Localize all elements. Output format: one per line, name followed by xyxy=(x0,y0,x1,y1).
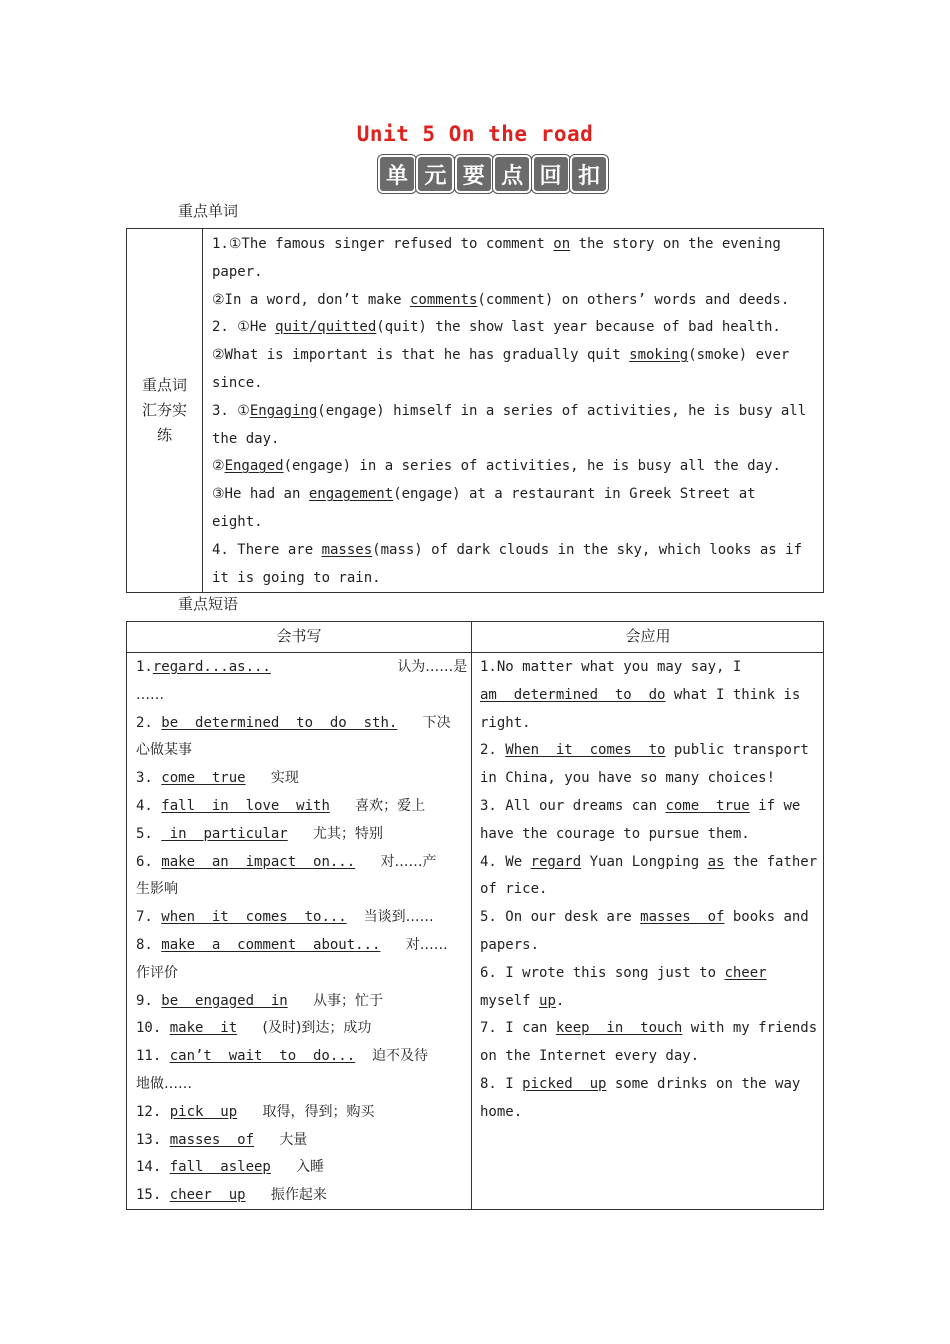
vocab-side-cell xyxy=(127,229,203,592)
vocab-side-line: 重点词 xyxy=(141,376,187,394)
phrase-answer: be determined to do sth. xyxy=(161,714,398,731)
apply-answer: come true xyxy=(665,797,750,814)
apply-line xyxy=(480,682,820,710)
phrases-section-label: 重点短语 xyxy=(178,595,239,613)
phrase-number: 生影响 xyxy=(136,881,178,898)
apply-text: on the Internet every day. xyxy=(480,1048,700,1065)
apply-text: of rice. xyxy=(480,881,548,898)
phrase-meaning: 取得，得到；购买 xyxy=(262,1103,375,1120)
apply-text: right. xyxy=(480,714,531,731)
vocab-line xyxy=(212,370,817,398)
phrase-number: 14. xyxy=(136,1159,170,1176)
phrase-line xyxy=(136,1182,464,1210)
phrase-answer: can’t wait to do... xyxy=(169,1048,356,1065)
vocab-text: it is going to rain. xyxy=(212,569,381,586)
phrase-line xyxy=(136,737,464,765)
phrase-meaning: 迫不及待 xyxy=(372,1048,429,1065)
vocab-answer: masses xyxy=(321,541,373,558)
vocab-table xyxy=(126,228,824,593)
phrase-meaning: (及时)到达；成功 xyxy=(262,1020,372,1037)
phrase-gap xyxy=(237,1104,262,1120)
apply-line xyxy=(480,737,820,765)
phrase-line xyxy=(136,904,464,932)
apply-text: books and xyxy=(724,909,809,926)
apply-text: 1.No matter what you may say, I xyxy=(480,659,742,675)
vocab-text: (mass) of dark clouds in the sky, which looks as if xyxy=(372,541,803,558)
phrase-line xyxy=(136,932,464,960)
phrase-gap xyxy=(246,1187,271,1203)
phrase-meaning: 从事；忙于 xyxy=(313,992,384,1009)
vocab-text: paper. xyxy=(212,263,263,280)
phrase-answer: make a comment about... xyxy=(161,936,381,953)
phrase-line xyxy=(136,1099,464,1127)
apply-line xyxy=(480,932,820,960)
apply-answer: am determined to do xyxy=(480,686,666,703)
apply-line xyxy=(480,821,820,849)
apply-line xyxy=(480,710,820,738)
phrase-gap xyxy=(397,715,422,731)
phrase-number: 10. xyxy=(136,1020,170,1037)
apply-line xyxy=(480,960,820,988)
phrase-gap xyxy=(347,909,364,925)
phrases-header-row xyxy=(127,622,823,653)
phrase-number: 12. xyxy=(136,1103,170,1120)
phrase-answer: pick up xyxy=(169,1103,238,1120)
phrase-number: 15. xyxy=(136,1187,170,1204)
apply-answer: masses of xyxy=(640,909,725,926)
phrase-meaning: 尤其；特别 xyxy=(313,825,384,842)
banner-char: 要 xyxy=(455,155,493,193)
apply-text: 6. I wrote this song just to xyxy=(480,964,725,981)
vocab-text: (engage) in a series of activities, he is busy all the day. xyxy=(283,458,781,475)
phrase-number: 8. xyxy=(136,936,162,953)
phrase-number: …… xyxy=(136,686,164,703)
apply-answer: keep in touch xyxy=(555,1020,683,1037)
phrase-meaning: 对……产 xyxy=(380,853,437,870)
vocab-text: 1.①The famous singer refused to comment xyxy=(212,236,554,252)
header-write: 会书写 xyxy=(276,627,322,645)
vocab-answer: smoking xyxy=(629,347,689,364)
phrase-number: 7. xyxy=(136,909,162,926)
apply-answer: cheer xyxy=(724,964,767,981)
apply-text: myself xyxy=(480,992,540,1009)
phrase-number: 13. xyxy=(136,1131,170,1148)
apply-text: home. xyxy=(480,1103,523,1120)
phrases-apply-column xyxy=(480,654,820,1127)
phrase-answer: when it comes to... xyxy=(161,909,347,926)
apply-text: public transport xyxy=(665,742,809,759)
phrase-line xyxy=(136,821,464,849)
vocab-line xyxy=(212,537,817,565)
phrase-gap xyxy=(355,1048,372,1064)
vocab-answer: on xyxy=(553,236,571,252)
phrase-meaning: 大量 xyxy=(279,1131,308,1148)
phrase-answer: in particular xyxy=(161,825,288,842)
vocab-text: (comment) on others’ words and deeds. xyxy=(477,291,790,308)
vocab-text: the day. xyxy=(212,430,280,447)
apply-text: what I think is xyxy=(665,686,801,703)
vocab-line xyxy=(212,426,817,454)
phrase-gap xyxy=(288,826,313,842)
apply-text: some drinks on the way xyxy=(606,1075,801,1092)
vocab-text: ②What is important is that he has gradually quit xyxy=(212,347,630,364)
phrase-line xyxy=(136,1127,464,1155)
apply-text: if we xyxy=(749,797,801,814)
vocab-line xyxy=(212,509,817,537)
header-apply: 会应用 xyxy=(625,627,671,645)
apply-line xyxy=(480,1071,820,1099)
banner-char: 回 xyxy=(532,155,570,193)
phrase-meaning: 对…… xyxy=(405,936,448,953)
apply-line xyxy=(480,1043,820,1071)
phrases-table xyxy=(126,621,824,1210)
phrase-number: 4. xyxy=(136,797,162,814)
vocab-text: (smoke) ever xyxy=(688,347,790,364)
apply-text: . xyxy=(555,992,565,1009)
unit-title: Unit 5 On the road xyxy=(356,122,594,146)
apply-line xyxy=(480,849,820,877)
phrase-line xyxy=(136,1154,464,1182)
phrase-answer: make it xyxy=(169,1020,238,1037)
vocab-line xyxy=(212,259,817,287)
phrase-gap xyxy=(246,770,271,786)
banner-char: 点 xyxy=(493,155,531,193)
phrase-line xyxy=(136,849,464,877)
vocab-text: eight. xyxy=(212,513,263,530)
vocab-line xyxy=(212,481,817,509)
phrase-line xyxy=(136,654,468,682)
apply-text: with my friends xyxy=(682,1020,818,1037)
vocab-text: ② xyxy=(212,458,225,475)
apply-line xyxy=(480,793,820,821)
vocab-side-label xyxy=(139,373,191,448)
apply-answer: as xyxy=(707,853,725,870)
phrase-line xyxy=(136,793,464,821)
apply-text: 4. We xyxy=(480,853,531,870)
phrase-number: 3. xyxy=(136,770,162,787)
phrase-answer: cheer up xyxy=(169,1187,246,1204)
apply-text: papers. xyxy=(480,936,540,953)
phrase-line xyxy=(136,988,464,1016)
phrase-meaning: 下决 xyxy=(422,714,451,731)
banner-char: 单 xyxy=(378,155,416,193)
vocab-section-label: 重点单词 xyxy=(178,202,239,220)
phrase-meaning: 喜欢；爱上 xyxy=(355,797,426,814)
phrase-number: 11. xyxy=(136,1048,170,1065)
vocab-side-line: 练 xyxy=(156,426,172,444)
phrase-gap xyxy=(355,854,380,870)
phrase-meaning: 当谈到…… xyxy=(363,909,434,926)
apply-line xyxy=(480,904,820,932)
vocab-text: 4. There are xyxy=(212,541,322,558)
vocab-side-line: 汇夯实 xyxy=(141,401,187,419)
apply-line xyxy=(480,1015,820,1043)
phrase-answer: masses of xyxy=(169,1131,255,1148)
apply-line xyxy=(480,1099,820,1127)
phrase-answer: make an impact on... xyxy=(161,853,356,870)
vocab-answer: quit/quitted xyxy=(275,319,377,336)
phrase-number: 5. xyxy=(136,825,162,842)
phrase-number: 地做…… xyxy=(136,1075,192,1092)
apply-line xyxy=(480,654,820,682)
phrase-number: 1. xyxy=(136,659,153,675)
phrase-answer: fall in love with xyxy=(161,797,330,814)
apply-answer: When it comes to xyxy=(505,742,666,759)
phrase-meaning: 认为……是 xyxy=(397,659,468,675)
phrase-answer: fall asleep xyxy=(169,1159,271,1176)
apply-text: 5. On our desk are xyxy=(480,909,641,926)
apply-line xyxy=(480,765,820,793)
phrase-meaning: 入睡 xyxy=(296,1159,325,1176)
vocab-body xyxy=(212,231,817,592)
phrase-gap xyxy=(380,937,405,953)
vocab-text: since. xyxy=(212,374,263,391)
phrase-number: 心做某事 xyxy=(136,742,192,759)
vocab-line xyxy=(212,398,817,426)
phrase-line xyxy=(136,682,464,710)
phrase-gap xyxy=(254,1132,279,1148)
phrase-line xyxy=(136,710,464,738)
phrase-number: 作评价 xyxy=(136,964,178,981)
apply-answer: up xyxy=(539,992,556,1009)
phrase-number: 2. xyxy=(136,714,162,731)
phrase-answer: regard...as... xyxy=(152,659,271,675)
vocab-line xyxy=(212,287,817,315)
vocab-line xyxy=(212,314,817,342)
phrase-gap xyxy=(271,1159,296,1175)
phrases-write-column xyxy=(136,654,468,1210)
apply-text: 2. xyxy=(480,742,506,759)
phrase-line xyxy=(136,876,464,904)
apply-answer: regard xyxy=(530,853,582,870)
phrase-meaning: 振作起来 xyxy=(270,1187,327,1204)
phrase-line xyxy=(136,960,464,988)
vocab-text: 2. ①He xyxy=(212,319,276,336)
phrase-gap xyxy=(237,1020,262,1036)
apply-answer: picked up xyxy=(522,1075,607,1092)
phrase-gap xyxy=(271,659,397,675)
vocab-answer: engagement xyxy=(308,486,394,503)
phrase-meaning: 实现 xyxy=(270,770,299,787)
vocab-text: ③He had an xyxy=(212,486,309,503)
column-divider xyxy=(471,622,472,1209)
apply-text: the father xyxy=(724,853,818,870)
banner-boxes xyxy=(378,155,608,193)
phrase-line xyxy=(136,765,464,793)
phrase-number: 6. xyxy=(136,853,162,870)
apply-text: 7. I can xyxy=(480,1020,556,1037)
vocab-text: (engage) at a restaurant in Greek Street at xyxy=(393,486,756,503)
banner-char: 元 xyxy=(416,155,454,193)
vocab-answer: Engaged xyxy=(224,458,284,475)
vocab-line xyxy=(212,565,817,593)
vocab-text: (engage) himself in a series of activities, he is busy all xyxy=(317,402,807,419)
phrase-line xyxy=(136,1043,464,1071)
phrase-answer: be engaged in xyxy=(161,992,288,1009)
phrase-answer: come true xyxy=(161,770,246,787)
phrase-gap xyxy=(330,798,355,814)
section-banner xyxy=(378,155,608,197)
apply-text: 3. All our dreams can xyxy=(480,797,666,814)
vocab-line xyxy=(212,342,817,370)
vocab-text: ②In a word, don’t make xyxy=(212,291,410,308)
apply-line xyxy=(480,876,820,904)
apply-text: Yuan Longping xyxy=(581,853,708,870)
phrase-line xyxy=(136,1015,464,1043)
vocab-line xyxy=(212,231,817,259)
apply-text: 8. I xyxy=(480,1075,523,1092)
vocab-text: the story on the evening xyxy=(570,236,781,252)
banner-char: 扣 xyxy=(570,155,608,193)
apply-line xyxy=(480,988,820,1016)
vocab-answer: Engaging xyxy=(249,402,318,419)
vocab-text: 3. ① xyxy=(212,402,250,419)
apply-text: have the courage to pursue them. xyxy=(480,825,750,842)
phrase-number: 9. xyxy=(136,992,162,1009)
apply-text: in China, you have so many choices! xyxy=(480,770,776,787)
vocab-text: (quit) the show last year because of bad health. xyxy=(376,319,781,336)
phrase-line xyxy=(136,1071,464,1099)
vocab-line xyxy=(212,453,817,481)
phrase-gap xyxy=(288,993,313,1009)
vocab-answer: comments xyxy=(409,291,478,308)
